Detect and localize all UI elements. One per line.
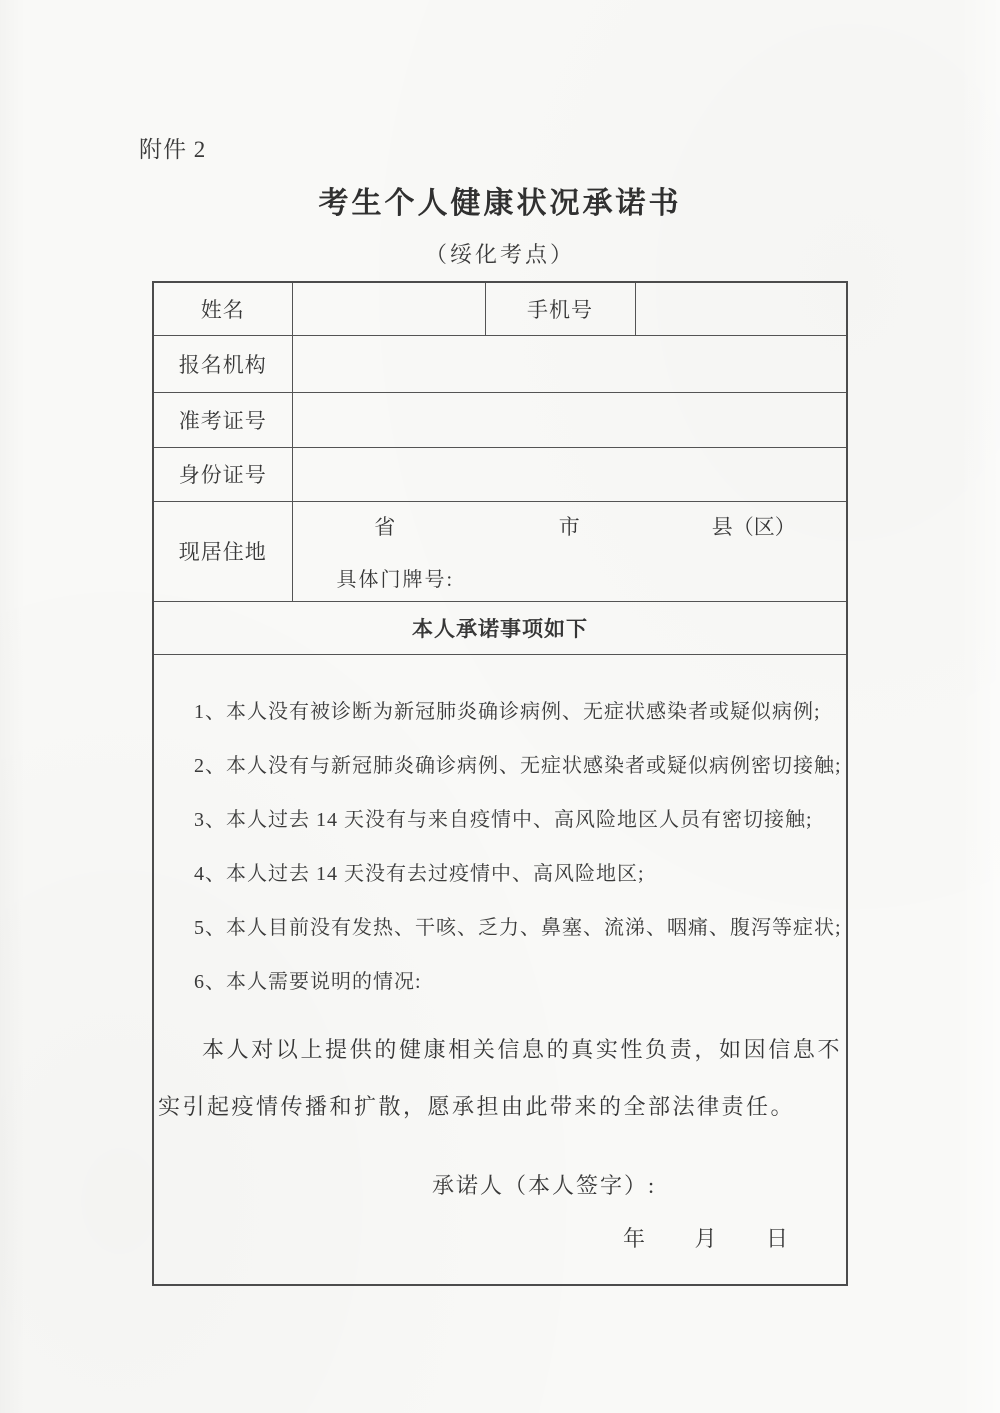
commitment-body-cell bbox=[153, 654, 847, 1285]
commitment-item-5: 5、本人目前没有发热、干咳、乏力、鼻塞、流涕、咽痛、腹泻等症状; bbox=[194, 917, 842, 940]
county-suffix: 县（区） bbox=[711, 514, 796, 539]
row-commitment-body bbox=[153, 654, 847, 1285]
city-suffix: 市 bbox=[558, 514, 580, 539]
signature-label: 承诺人（本人签字）: bbox=[431, 1173, 657, 1199]
commitment-item-2: 2、本人没有与新冠肺炎确诊病例、无症状感染者或疑似病例密切接触; bbox=[194, 755, 842, 778]
province-suffix: 省 bbox=[374, 514, 396, 539]
date-line bbox=[154, 1222, 846, 1253]
admission-ticket-label: 准考证号 bbox=[153, 392, 292, 447]
street-address-label: 具体门牌号: bbox=[336, 568, 455, 591]
id-number-value-cell bbox=[292, 447, 847, 501]
date-day-label: 日 bbox=[765, 1226, 788, 1252]
declaration-paragraph: 本人对以上提供的健康相关信息的真实性负责，如因信息不实引起疫情传播和扩散，愿承担由此带来的全部法律责任。 bbox=[158, 1037, 842, 1120]
phone-value-cell bbox=[635, 282, 847, 335]
registration-org-label: 报名机构 bbox=[153, 335, 292, 392]
registration-org-value-cell bbox=[292, 335, 847, 392]
row-registration-org bbox=[153, 335, 847, 392]
residence-value-cell bbox=[292, 501, 847, 601]
row-id-number bbox=[153, 447, 847, 501]
date-year-label: 年 bbox=[622, 1226, 645, 1252]
name-label: 姓名 bbox=[153, 282, 292, 335]
page-subtitle: （绥化考点） bbox=[424, 242, 575, 267]
residence-region-line bbox=[293, 511, 847, 541]
id-number-label: 身份证号 bbox=[153, 447, 292, 501]
commitment-section-header: 本人承诺事项如下 bbox=[153, 601, 847, 654]
commitment-item-3: 3、本人过去 14 天没有与来自疫情中、高风险地区人员有密切接触; bbox=[194, 809, 813, 832]
health-commitment-form bbox=[152, 281, 848, 1286]
row-commitment-header bbox=[153, 601, 847, 654]
commitment-item-4: 4、本人过去 14 天没有去过疫情中、高风险地区; bbox=[194, 863, 645, 886]
commitment-item-6: 6、本人需要说明的情况: bbox=[194, 971, 422, 994]
admission-ticket-value-cell bbox=[292, 392, 847, 447]
residence-label: 现居住地 bbox=[153, 501, 292, 601]
row-name-phone bbox=[153, 282, 847, 335]
commitment-list bbox=[154, 685, 846, 1009]
attachment-label: 附件 2 bbox=[139, 137, 207, 162]
commitment-item-1: 1、本人没有被诊断为新冠肺炎确诊病例、无症状感染者或疑似病例; bbox=[194, 701, 821, 724]
page-title: 考生个人健康状况承诺书 bbox=[318, 187, 682, 220]
row-residence bbox=[153, 501, 847, 601]
name-value-cell bbox=[292, 282, 485, 335]
date-month-label: 月 bbox=[694, 1226, 717, 1252]
phone-label: 手机号 bbox=[485, 282, 635, 335]
row-admission-ticket bbox=[153, 392, 847, 447]
